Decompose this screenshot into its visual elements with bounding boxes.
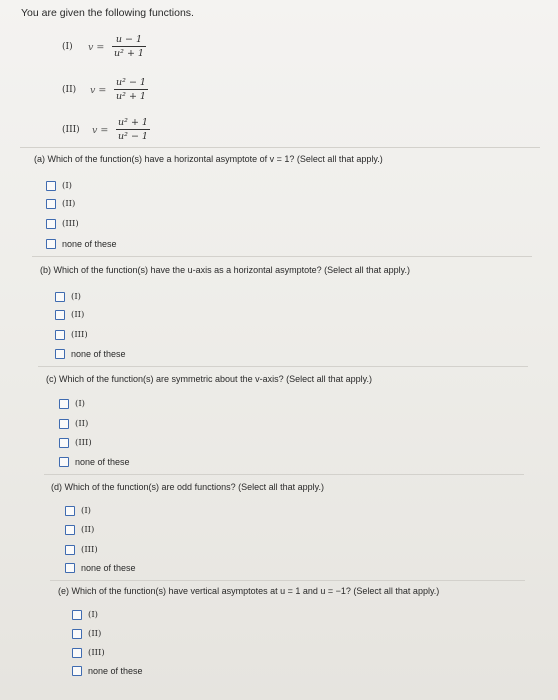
question-c-option-2[interactable] [59,419,88,429]
checkbox[interactable] [72,666,82,676]
question-c-text: (c) Which of the function(s) are symmetric about the v-axis? (Select all that apply.) [46,374,372,384]
question-e-option-3[interactable] [72,648,105,658]
option-label: none of these [71,349,126,359]
function-3-label: (III) [62,125,80,135]
function-1-denominator: u² + 1 [114,48,144,59]
divider [20,147,540,148]
option-label: none of these [88,666,143,676]
question-a-option-4[interactable] [46,239,117,249]
function-2-lhs: v = [90,85,107,96]
option-label: (II) [62,199,76,209]
question-b-option-4[interactable] [55,349,126,359]
function-1-lhs: v = [88,42,105,53]
function-2-denominator: u² + 1 [116,91,146,102]
function-1-label: (I) [62,42,73,52]
checkbox[interactable] [72,629,82,639]
checkbox[interactable] [55,292,65,302]
question-b [40,265,410,275]
checkbox[interactable] [46,199,56,209]
checkbox[interactable] [55,310,65,320]
option-label: (III) [71,330,88,340]
option-label: none of these [75,457,130,467]
checkbox[interactable] [72,648,82,658]
function-1-fraction [112,34,146,59]
question-d-option-4[interactable] [65,563,136,573]
divider [32,256,532,257]
question-b-option-3[interactable] [55,330,88,340]
question-d-option-2[interactable] [65,525,94,535]
fraction-bar [114,89,148,90]
option-label: (I) [62,181,72,191]
question-c-option-3[interactable] [59,438,92,448]
question-b-text: (b) Which of the function(s) have the u-axis as a horizontal asymptote? (Select all that apply.) [40,265,411,275]
option-label: (III) [88,648,105,658]
question-a-text: (a) Which of the function(s) have a horizontal asymptote of v = 1? (Select all that apply.) [34,154,383,164]
function-3-fraction [116,117,150,142]
option-label: (III) [62,219,79,229]
function-3-numerator: u² + 1 [118,117,148,128]
fraction-bar [112,46,146,47]
question-a-option-1[interactable] [46,181,72,191]
option-label: (I) [75,399,85,409]
intro-text: You are given the following functions. [21,7,194,19]
function-3-denominator: u² − 1 [118,131,148,142]
question-a [34,154,383,164]
option-label: (III) [75,438,92,448]
divider [38,366,528,367]
option-label: none of these [81,563,136,573]
option-label: (I) [88,610,98,620]
function-1 [62,34,162,64]
question-e-text: (e) Which of the function(s) have vertical asymptotes at u = 1 and u = −1? (Select all that apply.) [58,586,440,596]
checkbox[interactable] [65,545,75,555]
divider [44,474,524,475]
option-label: none of these [62,239,117,249]
option-label: (I) [71,292,81,302]
checkbox[interactable] [46,181,56,191]
option-label: (III) [81,545,98,555]
checkbox[interactable] [65,563,75,573]
checkbox[interactable] [65,506,75,516]
question-a-option-3[interactable] [46,219,79,229]
fraction-bar [116,129,150,130]
option-label: (II) [88,629,102,639]
option-label: (II) [81,525,95,535]
checkbox[interactable] [59,438,69,448]
question-e [58,586,439,596]
checkbox[interactable] [46,219,56,229]
function-2-fraction [114,77,148,102]
question-e-option-4[interactable] [72,666,143,676]
checkbox[interactable] [72,610,82,620]
checkbox[interactable] [46,239,56,249]
question-d-text: (d) Which of the function(s) are odd functions? (Select all that apply.) [51,482,324,492]
question-d [51,482,324,492]
question-c-option-4[interactable] [59,457,130,467]
function-1-numerator: u − 1 [115,34,143,45]
checkbox[interactable] [55,330,65,340]
function-2 [62,77,162,107]
function-3-lhs: v = [92,125,109,136]
question-e-option-2[interactable] [72,629,101,639]
checkbox[interactable] [59,419,69,429]
question-e-option-1[interactable] [72,610,98,620]
option-label: (II) [71,310,85,320]
function-3 [62,117,162,147]
checkbox[interactable] [59,399,69,409]
divider [50,580,525,581]
question-c-option-1[interactable] [59,399,85,409]
question-d-option-1[interactable] [65,506,91,516]
question-a-option-2[interactable] [46,199,75,209]
question-c [46,374,372,384]
function-2-numerator: u² − 1 [116,77,146,88]
checkbox[interactable] [55,349,65,359]
question-b-option-1[interactable] [55,292,81,302]
checkbox[interactable] [59,457,69,467]
option-label: (I) [81,506,91,516]
question-b-option-2[interactable] [55,310,84,320]
question-d-option-3[interactable] [65,545,98,555]
checkbox[interactable] [65,525,75,535]
function-2-label: (II) [62,85,77,95]
option-label: (II) [75,419,89,429]
